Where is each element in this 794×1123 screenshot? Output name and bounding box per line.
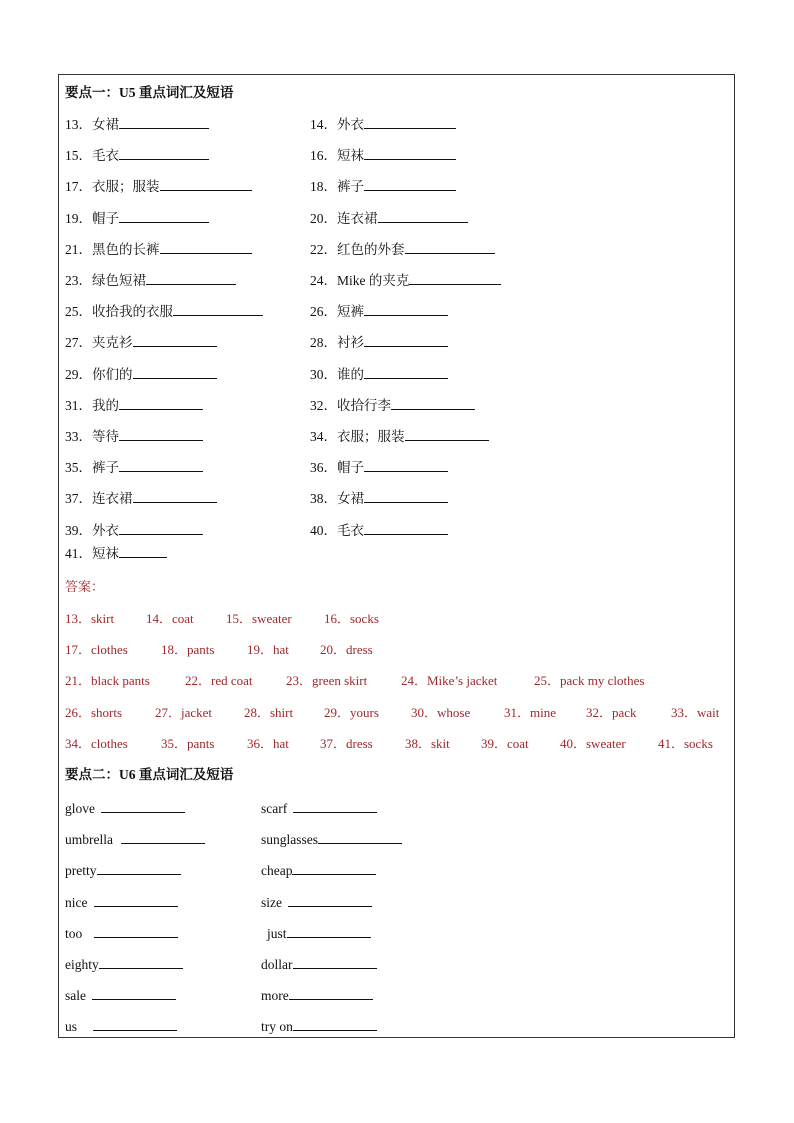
u6-vocab-item-blank[interactable] (287, 924, 371, 938)
vocab-item (310, 427, 489, 446)
u6-vocab-item-blank[interactable] (293, 799, 377, 813)
vocab-item-blank[interactable] (133, 365, 217, 379)
vocab-item-label: 31．我的 (65, 397, 119, 413)
vocab-item-label: 35．裤子 (65, 460, 119, 476)
u6-vocab-item-blank[interactable] (292, 861, 376, 875)
vocab-item-label: 37．连衣裙 (65, 491, 133, 507)
answer-item: 13．skirt (65, 611, 115, 626)
answer-item: 16．socks (324, 611, 379, 626)
answer-item: 20．dress (320, 642, 373, 658)
vocab-item-label: 13．女裙 (65, 117, 119, 132)
vocab-item (65, 458, 203, 477)
u6-vocab-item-blank[interactable] (101, 799, 185, 813)
answer-item: 19．hat (247, 642, 289, 658)
u6-vocab-item-label: dollar (261, 957, 293, 972)
vocab-item-label: 23．绿色短裙 (65, 273, 146, 288)
vocab-item-blank[interactable] (119, 544, 167, 558)
vocab-item-label: 17．衣服；服装 (65, 179, 160, 195)
answer-item: 21．black pants (65, 673, 150, 689)
vocab-item (310, 209, 468, 228)
u6-vocab-item (65, 955, 183, 974)
u6-vocab-item-blank[interactable] (293, 955, 377, 969)
vocab-item (65, 177, 252, 196)
vocab-item (65, 365, 217, 384)
u6-vocab-item-blank[interactable] (289, 986, 373, 1000)
vocab-item-label: 21．黑色的长裤 (65, 241, 160, 257)
answer-item: 14．coat (146, 611, 194, 626)
vocab-item-blank[interactable] (364, 177, 456, 191)
vocab-item-label: 19．帽子 (65, 210, 119, 226)
u6-vocab-item-blank[interactable] (318, 830, 402, 844)
u6-vocab-item-label: us (65, 1019, 78, 1035)
u6-vocab-item-label: too (65, 925, 83, 941)
u6-vocab-item-label: just (267, 925, 287, 941)
vocab-item-label: 32．收拾行李 (310, 397, 391, 413)
vocab-item-blank[interactable] (133, 489, 217, 503)
u6-vocab-item-label: nice (65, 894, 88, 910)
u6-vocab-item (261, 861, 376, 880)
answer-item: 32．pack (586, 704, 637, 720)
u6-vocab-item-blank[interactable] (99, 955, 183, 969)
answer-item: 33．wait (671, 704, 720, 720)
answer-item: 27．jacket (155, 704, 213, 720)
vocab-item (65, 271, 236, 290)
answer-item: 24．Mike’s jacket (401, 673, 498, 689)
vocab-item (65, 521, 203, 540)
vocab-item-label: 33．等待 (65, 429, 119, 444)
vocab-item-label: 40．毛衣 (310, 522, 364, 538)
answers-label: 答案： (65, 579, 105, 594)
u6-vocab-item-blank[interactable] (293, 1017, 377, 1031)
vocab-item (310, 333, 448, 352)
vocab-item-blank[interactable] (160, 177, 252, 191)
u6-vocab-item-blank[interactable] (97, 861, 181, 875)
vocab-item-blank[interactable] (364, 458, 448, 472)
vocab-item-label: 26．短裤 (310, 304, 364, 320)
section2-title: 要点二：U6 重点词汇及短语 (65, 767, 234, 782)
u6-vocab-item (65, 893, 178, 912)
vocab-item (310, 240, 495, 259)
vocab-item-blank[interactable] (119, 458, 203, 472)
vocab-item-label: 36．帽子 (310, 460, 364, 476)
u6-vocab-item (261, 1017, 377, 1036)
vocab-item-blank[interactable] (119, 427, 203, 441)
answer-item: 17．clothes (65, 642, 128, 658)
answer-item: 15．sweater (226, 611, 292, 626)
section1-title: 要点一：U5 重点词汇及短语 (65, 85, 234, 100)
vocab-item (65, 489, 217, 508)
u6-vocab-item (261, 986, 373, 1005)
vocab-item-blank[interactable] (364, 365, 448, 379)
vocab-item (310, 396, 475, 415)
vocab-item (310, 302, 448, 321)
vocab-item-label: 28．衬衫 (310, 335, 364, 351)
u6-vocab-item-label: size (261, 894, 282, 910)
vocab-item-label: 14．外衣 (310, 117, 364, 132)
vocab-item (310, 458, 448, 477)
vocab-item-blank[interactable] (364, 489, 448, 503)
u6-vocab-item-label: more (261, 988, 289, 1004)
vocab-item-label: 41．短袜 (65, 546, 119, 561)
vocab-item (65, 302, 263, 321)
u6-vocab-item (65, 799, 185, 818)
vocab-item-blank[interactable] (133, 333, 217, 347)
vocab-item (310, 521, 448, 540)
vocab-item-label: 27．夹克衫 (65, 335, 133, 351)
vocab-item-blank[interactable] (364, 521, 448, 535)
vocab-item-blank[interactable] (405, 240, 495, 254)
u6-vocab-item (261, 830, 402, 849)
vocab-item (65, 115, 209, 134)
u6-vocab-item (261, 955, 377, 974)
vocab-item-label: 16．短袜 (310, 148, 364, 164)
vocab-item (65, 396, 203, 415)
vocab-item (310, 146, 456, 165)
vocab-item-blank[interactable] (160, 240, 252, 254)
vocab-item-label: 22．红色的外套 (310, 241, 405, 257)
u6-vocab-item-label: pretty (65, 863, 97, 879)
answer-item: 38．skit (405, 735, 450, 751)
vocab-item-label: 39．外衣 (65, 522, 119, 538)
u6-vocab-item (65, 924, 178, 943)
vocab-item (310, 489, 448, 508)
vocab-item (65, 146, 209, 165)
u6-vocab-item-label: cheap (261, 863, 293, 879)
answer-item: 22．red coat (185, 673, 253, 689)
vocab-item-label: 18．裤子 (310, 179, 364, 195)
u6-vocab-item (65, 830, 205, 849)
vocab-item-blank[interactable] (119, 115, 209, 129)
u6-vocab-item-blank[interactable] (121, 830, 205, 844)
answer-item: 41．socks (658, 735, 713, 751)
u6-vocab-item-blank[interactable] (92, 986, 176, 1000)
vocab-item-blank[interactable] (364, 333, 448, 347)
u6-vocab-item-blank[interactable] (94, 893, 178, 907)
vocab-item-blank[interactable] (364, 115, 456, 129)
vocab-item (65, 240, 252, 259)
vocab-item-label: 15．毛衣 (65, 148, 119, 164)
vocab-item (65, 333, 217, 352)
vocab-item-label: 25．收拾我的衣服 (65, 304, 173, 320)
vocab-item-label: 38．女裙 (310, 491, 364, 507)
vocab-item (310, 365, 448, 384)
u6-vocab-item-blank[interactable] (93, 1017, 177, 1031)
vocab-item-blank[interactable] (146, 271, 236, 285)
answer-item: 18．pants (161, 642, 215, 658)
u6-vocab-item-label: sale (65, 988, 86, 1004)
answer-item: 29．yours (324, 704, 379, 720)
u6-vocab-item-label: try on (261, 1019, 293, 1035)
u6-vocab-item-label: scarf (261, 801, 288, 816)
vocab-item-blank[interactable] (378, 209, 468, 223)
vocab-item-blank[interactable] (364, 146, 456, 160)
answer-item: 30．whose (411, 704, 471, 720)
answer-item: 35．pants (161, 735, 215, 751)
vocab-item-blank[interactable] (173, 302, 263, 316)
answer-item: 39．coat (481, 735, 529, 751)
vocab-item (310, 177, 456, 196)
vocab-item-label: 20．连衣裙 (310, 210, 378, 226)
vocab-item-blank[interactable] (391, 396, 475, 410)
u6-vocab-item-blank[interactable] (94, 924, 178, 938)
vocab-item (65, 209, 209, 228)
u6-vocab-item-label: sunglasses (261, 832, 318, 848)
vocab-item-blank[interactable] (364, 302, 448, 316)
vocab-item-blank[interactable] (409, 271, 501, 285)
vocab-item-blank[interactable] (119, 209, 209, 223)
u6-vocab-item-label: glove (65, 801, 95, 816)
vocab-item-blank[interactable] (119, 146, 209, 160)
u6-vocab-item (261, 893, 372, 912)
u6-vocab-item-label: eighty (65, 957, 99, 972)
answer-item: 34．clothes (65, 735, 128, 751)
answer-item: 36．hat (247, 735, 289, 751)
vocab-item-label: 30．谁的 (310, 366, 364, 382)
vocab-item-blank[interactable] (405, 427, 489, 441)
answer-item: 25．pack my clothes (534, 673, 645, 689)
vocab-item-label: 29．你们的 (65, 366, 133, 382)
u6-vocab-item (65, 986, 176, 1005)
u6-vocab-item (65, 1017, 177, 1036)
vocab-item-blank[interactable] (119, 396, 203, 410)
u6-vocab-item-label: umbrella (65, 832, 113, 848)
vocab-item-label: 24．Mike 的夹克 (310, 273, 410, 288)
u6-vocab-item (267, 924, 371, 943)
u6-vocab-item-blank[interactable] (288, 893, 372, 907)
answer-item: 31．mine (504, 704, 556, 720)
answer-item: 23．green skirt (286, 673, 368, 689)
answer-item: 28．shirt (244, 704, 294, 720)
vocab-item-label: 34．衣服；服装 (310, 429, 405, 444)
vocab-item (65, 427, 203, 446)
answer-item: 26．shorts (65, 704, 123, 720)
answer-item: 40．sweater (560, 735, 626, 751)
u6-vocab-item (261, 799, 377, 818)
vocab-item (310, 271, 501, 290)
answer-item: 37．dress (320, 735, 373, 751)
vocab-item (310, 115, 456, 134)
u6-vocab-item (65, 861, 181, 880)
vocab-item-blank[interactable] (119, 521, 203, 535)
vocab-item (65, 544, 167, 563)
